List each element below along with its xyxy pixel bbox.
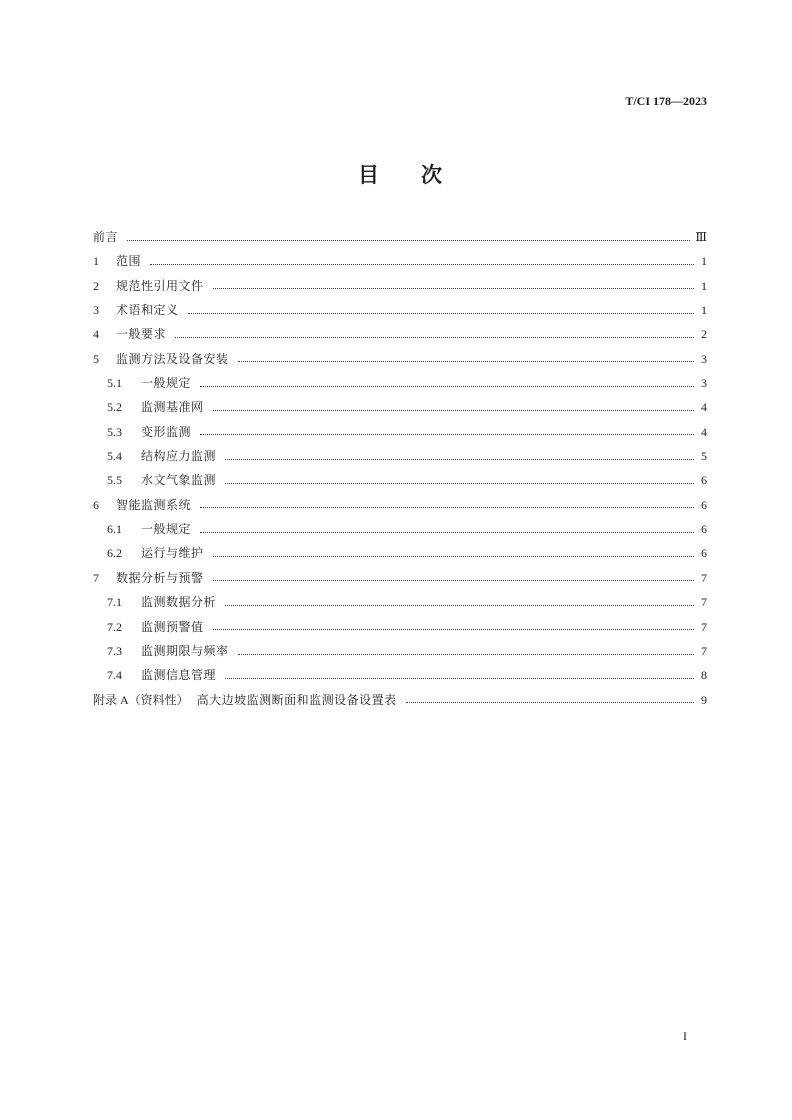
toc-entry-title: 监测基准网 <box>141 400 204 415</box>
toc-entry-title: 变形监测 <box>141 424 192 439</box>
toc-entry[interactable] <box>93 566 707 590</box>
toc-entry-page-number: 1 <box>701 278 707 293</box>
toc-entry-title: 前言 <box>93 230 119 244</box>
dot-leader <box>225 482 694 484</box>
toc-entry[interactable] <box>93 639 707 663</box>
dot-leader <box>200 433 694 435</box>
toc-entry-title: 运行与维护 <box>141 546 204 561</box>
toc-entry-title: 一般规定 <box>141 522 192 537</box>
toc-entry-title: 规范性引用文件 <box>116 278 204 293</box>
toc-entry-number: 附录 A（资料性） <box>93 692 189 707</box>
toc-entry-title: 范围 <box>116 254 142 269</box>
toc-entry-title: 水文气象监测 <box>141 473 217 488</box>
dot-leader <box>200 385 694 387</box>
document-code: T/CI 178—2023 <box>625 94 707 108</box>
toc-entry-page-number: 7 <box>701 570 707 585</box>
toc-entry[interactable] <box>93 347 707 371</box>
toc-entry-page-number: 6 <box>701 473 707 488</box>
toc-entry-number: 7.4 <box>107 668 122 683</box>
toc-entry[interactable] <box>93 444 707 468</box>
toc-entry-page-number: 3 <box>701 351 707 366</box>
toc-entry[interactable] <box>93 274 707 298</box>
toc-entry-page-number: 6 <box>701 546 707 561</box>
toc-entry-number: 5.2 <box>107 400 122 415</box>
toc-entry[interactable] <box>93 517 707 541</box>
dot-leader <box>213 579 694 581</box>
toc-entry[interactable] <box>93 590 707 614</box>
toc-entry-page-number: 2 <box>701 327 707 342</box>
toc-entry-number: 6 <box>93 497 99 512</box>
toc-entry-title: 监测数据分析 <box>141 595 217 610</box>
toc-entry-title: 高大边坡监测断面和监测设备设置表 <box>196 692 397 707</box>
toc-entry-number: 7.1 <box>107 595 122 610</box>
dot-leader <box>175 336 694 338</box>
table-of-contents <box>93 225 707 712</box>
toc-entry[interactable] <box>93 493 707 517</box>
toc-entry-page-number: 4 <box>701 424 707 439</box>
toc-entry-number: 7.3 <box>107 643 122 658</box>
dot-leader <box>200 531 694 533</box>
dot-leader <box>188 312 694 314</box>
toc-entry-page-number: 1 <box>701 303 707 318</box>
toc-entry-number: 7 <box>93 570 99 585</box>
dot-leader <box>150 263 694 265</box>
dot-leader <box>225 458 694 460</box>
toc-entry[interactable] <box>93 420 707 444</box>
toc-entry-title: 智能监测系统 <box>116 497 192 512</box>
toc-entry-page-number: 6 <box>701 497 707 512</box>
toc-entry-title: 一般规定 <box>141 376 192 391</box>
dot-leader <box>213 409 694 411</box>
toc-entry-page-number: 7 <box>701 595 707 610</box>
toc-entry-page-number: 6 <box>701 522 707 537</box>
toc-entry-number: 5.1 <box>107 376 122 391</box>
toc-entry-number: 5.3 <box>107 424 122 439</box>
page-title: 目 次 <box>358 163 442 187</box>
toc-entry-number: 2 <box>93 278 99 293</box>
toc-entry-title: 数据分析与预警 <box>116 570 204 585</box>
toc-entry-title: 监测期限与频率 <box>141 643 229 658</box>
toc-entry-number: 5.4 <box>107 449 122 464</box>
toc-entry-page-number: 5 <box>701 449 707 464</box>
toc-entry-title: 监测信息管理 <box>141 668 217 683</box>
dot-leader <box>213 287 694 289</box>
toc-entry-page-number: 4 <box>701 400 707 415</box>
toc-entry[interactable] <box>93 615 707 639</box>
dot-leader <box>213 628 694 630</box>
toc-entry[interactable] <box>93 395 707 419</box>
toc-entry-title: 一般要求 <box>116 327 167 342</box>
toc-entry-title: 监测方法及设备安装 <box>116 351 229 366</box>
dot-leader <box>225 677 694 679</box>
toc-entry-number: 3 <box>93 303 99 318</box>
dot-leader <box>238 653 694 655</box>
toc-entry[interactable] <box>93 322 707 346</box>
toc-entry-page-number: Ⅲ <box>695 230 707 244</box>
toc-entry[interactable] <box>93 298 707 322</box>
toc-entry[interactable] <box>93 225 707 249</box>
dot-leader <box>225 604 694 606</box>
dot-leader <box>200 506 694 508</box>
toc-entry[interactable] <box>93 371 707 395</box>
toc-entry-page-number: 9 <box>701 692 707 707</box>
toc-entry[interactable] <box>93 468 707 492</box>
toc-entry-page-number: 1 <box>701 254 707 269</box>
toc-entry-number: 5 <box>93 351 99 366</box>
toc-entry-number: 6.1 <box>107 522 122 537</box>
toc-entry-title: 结构应力监测 <box>141 449 217 464</box>
toc-entry[interactable] <box>93 541 707 565</box>
toc-entry[interactable] <box>93 663 707 687</box>
toc-entry-number: 5.5 <box>107 473 122 488</box>
toc-entry-title: 监测预警值 <box>141 619 204 634</box>
dot-leader <box>238 360 694 362</box>
toc-entry-number: 6.2 <box>107 546 122 561</box>
page-number: I <box>683 1029 687 1043</box>
dot-leader <box>406 701 694 703</box>
toc-entry-page-number: 8 <box>701 668 707 683</box>
toc-entry-title: 术语和定义 <box>116 303 179 318</box>
toc-entry-number: 4 <box>93 327 99 342</box>
toc-entry-number: 1 <box>93 254 99 269</box>
toc-entry-number: 7.2 <box>107 619 122 634</box>
toc-entry[interactable] <box>93 688 707 712</box>
dot-leader <box>213 555 694 557</box>
toc-entry-page-number: 3 <box>701 376 707 391</box>
toc-entry[interactable] <box>93 249 707 273</box>
toc-entry-page-number: 7 <box>701 619 707 634</box>
toc-entry-page-number: 7 <box>701 643 707 658</box>
dot-leader <box>127 239 690 241</box>
